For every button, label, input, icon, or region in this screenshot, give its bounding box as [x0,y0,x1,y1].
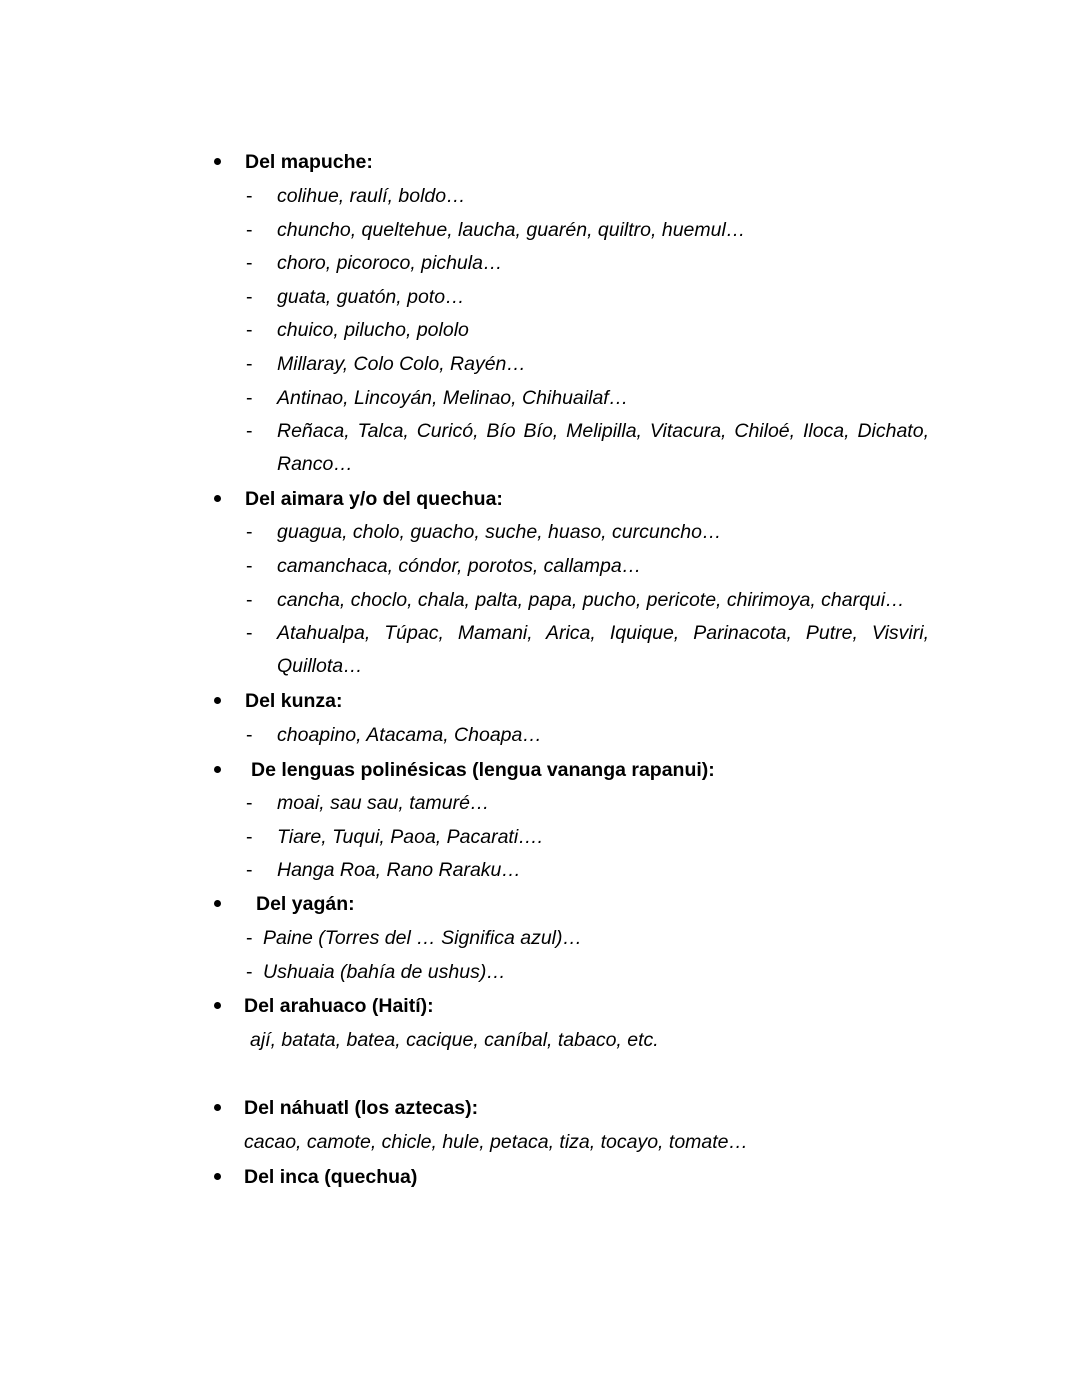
list-item: Tiare, Tuqui, Paoa, Pacarati…. [277,826,544,848]
dash-marker: - [246,420,253,442]
bullet-icon [214,1002,221,1009]
bullet-icon [214,158,221,165]
bullet-icon [214,1173,221,1180]
dash-marker: - [246,319,253,341]
dash-marker: - [246,219,253,241]
list-item-continuation: Quillota… [277,655,363,677]
dash-marker: - [246,387,253,409]
bullet-icon [214,900,221,907]
dash-marker: - [246,521,253,543]
section-heading-aimara: Del aimara y/o del quechua: [245,488,503,510]
dash-marker: - [246,961,253,983]
dash-marker: - [246,927,253,949]
list-item: cancha, choclo, chala, palta, papa, pucho, pericote, chirimoya, charqui… [277,589,905,611]
dash-marker: - [246,252,253,274]
list-item: chuico, pilucho, pololo [277,319,469,341]
section-heading-inca: Del inca (quechua) [244,1166,418,1188]
list-item: Antinao, Lincoyán, Melinao, Chihuailaf… [277,387,629,409]
list-item: Paine (Torres del … Significa azul)… [263,927,582,949]
list-item: cacao, camote, chicle, hule, petaca, tiza, tocayo, tomate… [244,1131,749,1153]
dash-marker: - [246,555,253,577]
list-item: moai, sau sau, tamuré… [277,792,490,814]
dash-marker: - [246,185,253,207]
list-item: guata, guatón, poto… [277,286,465,308]
list-item: choro, picoroco, pichula… [277,252,503,274]
dash-marker: - [246,859,253,881]
list-item: choapino, Atacama, Choapa… [277,724,542,746]
list-item: Reñaca, Talca, Curicó, Bío Bío, Melipilla, Vitacura, Chiloé, Iloca, Dichato, [277,420,929,442]
dash-marker: - [246,792,253,814]
list-item: chuncho, queltehue, laucha, guarén, quiltro, huemul… [277,219,746,241]
section-heading-polinesicas: De lenguas polinésicas (lengua vananga rapanui): [251,759,715,781]
list-item: Ushuaia (bahía de ushus)… [263,961,506,983]
bullet-icon [214,495,221,502]
list-item: guagua, cholo, guacho, suche, huaso, curcuncho… [277,521,722,543]
bullet-icon [214,766,221,773]
dash-marker: - [246,286,253,308]
dash-marker: - [246,622,253,644]
section-heading-kunza: Del kunza: [245,690,343,712]
bullet-icon [214,1104,221,1111]
list-item: colihue, raulí, boldo… [277,185,466,207]
list-item-continuation: Ranco… [277,453,353,475]
bullet-icon [214,697,221,704]
section-heading-yagan: Del yagán: [256,893,355,915]
dash-marker: - [246,353,253,375]
list-item: Millaray, Colo Colo, Rayén… [277,353,526,375]
list-item: Atahualpa, Túpac, Mamani, Arica, Iquique, Parinacota, Putre, Visviri, [277,622,929,644]
section-heading-arahuaco: Del arahuaco (Haití): [244,995,434,1017]
list-item: Hanga Roa, Rano Raraku… [277,859,521,881]
section-heading-nahuatl: Del náhuatl (los aztecas): [244,1097,479,1119]
list-item: camanchaca, cóndor, porotos, callampa… [277,555,642,577]
dash-marker: - [246,826,253,848]
dash-marker: - [246,589,253,611]
dash-marker: - [246,724,253,746]
section-heading-mapuche: Del mapuche: [245,151,373,173]
list-item: ají, batata, batea, cacique, caníbal, tabaco, etc. [250,1029,659,1051]
